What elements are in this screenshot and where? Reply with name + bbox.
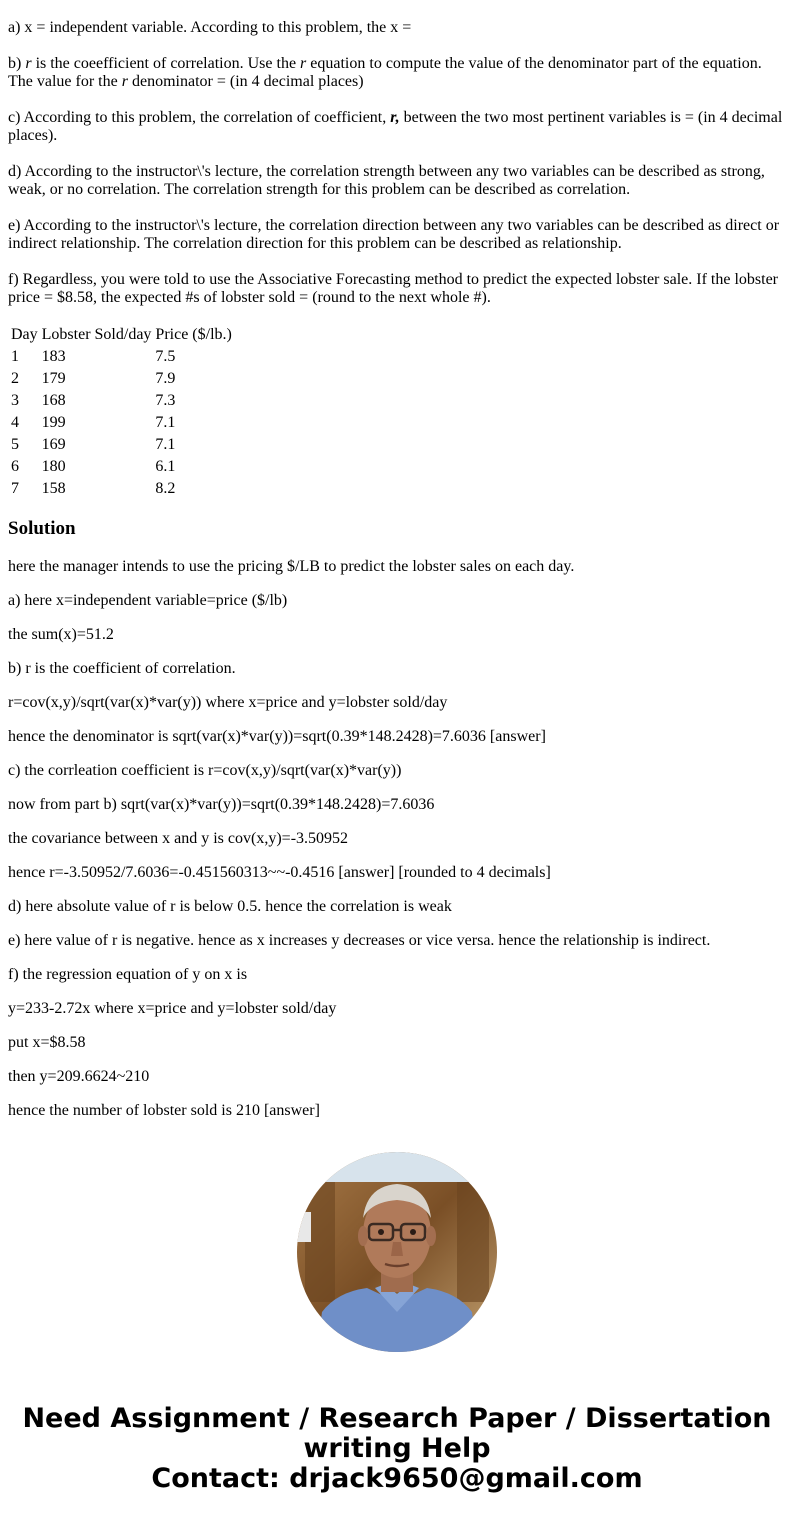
question-c-suffix: between the two most pertinent variables is = (in 4 decimal places). xyxy=(8,109,783,144)
solution-line: a) here x=independent variable=price ($/lb) xyxy=(8,592,288,609)
cell-price: 7.9 xyxy=(155,370,176,387)
solution-line: b) r is the coefficient of correlation. xyxy=(8,660,236,677)
question-b-text-3: denominator = (in 4 decimal places) xyxy=(127,73,364,90)
solution-line: c) the corrleation coefficient is r=cov(x,y)/sqrt(var(x)*var(y)) xyxy=(8,762,402,779)
table-row xyxy=(10,369,233,389)
table-header-row xyxy=(10,325,233,345)
question-c-prefix: c) According to this problem, the correlation of coefficient, xyxy=(8,109,391,126)
cell-lobster-sold: 168 xyxy=(41,392,66,409)
table-row xyxy=(10,479,233,499)
solution-line: the sum(x)=51.2 xyxy=(8,626,114,643)
portrait-illustration xyxy=(297,1152,497,1352)
r-symbol: r xyxy=(25,55,32,72)
cell-lobster-sold: 183 xyxy=(41,348,66,365)
question-b-prefix: b) xyxy=(8,55,26,72)
solution-line: f) the regression equation of y on x is xyxy=(8,966,248,983)
question-b-text-1: is the coeefficient of correlation. Use the xyxy=(31,55,301,72)
question-b xyxy=(8,55,786,91)
solution-line: y=233-2.72x where x=price and y=lobster sold/day xyxy=(8,1000,337,1017)
header-lobster-sold: Lobster Sold/day xyxy=(41,326,152,343)
footer-banner xyxy=(0,1404,794,1494)
cell-day: 2 xyxy=(11,370,19,387)
question-a: a) x = independent variable. According to this problem, the x = xyxy=(8,19,412,36)
header-day: Day xyxy=(11,326,38,343)
question-e: e) According to the instructor\'s lecture, the correlation direction between any two variables can be described as direct or indirect relationship. The correlation direction for this problem can be described as relationship. xyxy=(8,217,780,252)
cell-day: 6 xyxy=(11,458,19,475)
cell-lobster-sold: 179 xyxy=(41,370,66,387)
solution-heading: Solution xyxy=(8,518,76,539)
portrait-image xyxy=(297,1152,497,1352)
table-row xyxy=(10,413,233,433)
cell-day: 3 xyxy=(11,392,19,409)
cell-lobster-sold: 199 xyxy=(41,414,66,431)
cell-price: 7.3 xyxy=(155,392,176,409)
table-row xyxy=(10,347,233,367)
solution-line: now from part b) sqrt(var(x)*var(y))=sqrt(0.39*148.2428)=7.6036 xyxy=(8,796,435,813)
cell-price: 8.2 xyxy=(155,480,176,497)
solution-line: here the manager intends to use the pricing $/LB to predict the lobster sales on each day. xyxy=(8,558,575,575)
solution-line: r=cov(x,y)/sqrt(var(x)*var(y)) where x=price and y=lobster sold/day xyxy=(8,694,448,711)
lobster-data-table xyxy=(8,323,235,501)
question-f: f) Regardless, you were told to use the Associative Forecasting method to predict the expected lobster sale. If the lobster price = $8.58, the expected #s of lobster sold = (round to the next whole #). xyxy=(8,271,778,306)
footer-contact: Contact: drjack9650@gmail.com xyxy=(151,1463,643,1494)
cell-price: 7.1 xyxy=(155,436,176,453)
solution-line: hence the denominator is sqrt(var(x)*var(y))=sqrt(0.39*148.2428)=7.6036 [answer] xyxy=(8,728,546,745)
header-price: Price ($/lb.) xyxy=(155,326,232,343)
cell-price: 7.1 xyxy=(155,414,176,431)
footer-line-1: Need Assignment / Research Paper / Dissertation xyxy=(22,1403,772,1434)
solution-body xyxy=(8,558,786,1120)
cell-price: 7.5 xyxy=(155,348,176,365)
table-row xyxy=(10,435,233,455)
solution-line: e) here value of r is negative. hence as x increases y decreases or vice versa. hence the relationship is indirect. xyxy=(8,932,711,949)
solution-line: hence r=-3.50952/7.6036=-0.451560313~~-0.4516 [answer] [rounded to 4 decimals] xyxy=(8,864,551,881)
cell-lobster-sold: 180 xyxy=(41,458,66,475)
table-row xyxy=(10,391,233,411)
solution-line: the covariance between x and y is cov(x,y)=-3.50952 xyxy=(8,830,349,847)
footer-line-2: writing Help xyxy=(303,1433,491,1464)
table-row xyxy=(10,457,233,477)
cell-lobster-sold: 169 xyxy=(41,436,66,453)
question-b-text-2: equation to compute the value of the denominator part of the equation. The value for the xyxy=(8,55,762,90)
question-d: d) According to the instructor\'s lecture, the correlation strength between any two variables can be described as strong, weak, or no correlation. The correlation strength for this problem can be described as correlation. xyxy=(8,163,765,198)
cell-day: 4 xyxy=(11,414,19,431)
solution-line: hence the number of lobster sold is 210 [answer] xyxy=(8,1102,320,1119)
cell-day: 7 xyxy=(11,480,19,497)
r-symbol-bold: r, xyxy=(390,109,400,126)
question-c xyxy=(8,109,786,145)
solution-line: then y=209.6624~210 xyxy=(8,1068,150,1085)
solution-line: d) here absolute value of r is below 0.5. hence the correlation is weak xyxy=(8,898,452,915)
cell-lobster-sold: 158 xyxy=(41,480,66,497)
cell-price: 6.1 xyxy=(155,458,176,475)
cell-day: 5 xyxy=(11,436,19,453)
cell-day: 1 xyxy=(11,348,19,365)
author-photo xyxy=(297,1152,497,1352)
r-symbol: r xyxy=(121,73,128,90)
solution-line: put x=$8.58 xyxy=(8,1034,86,1051)
r-symbol: r xyxy=(300,55,307,72)
